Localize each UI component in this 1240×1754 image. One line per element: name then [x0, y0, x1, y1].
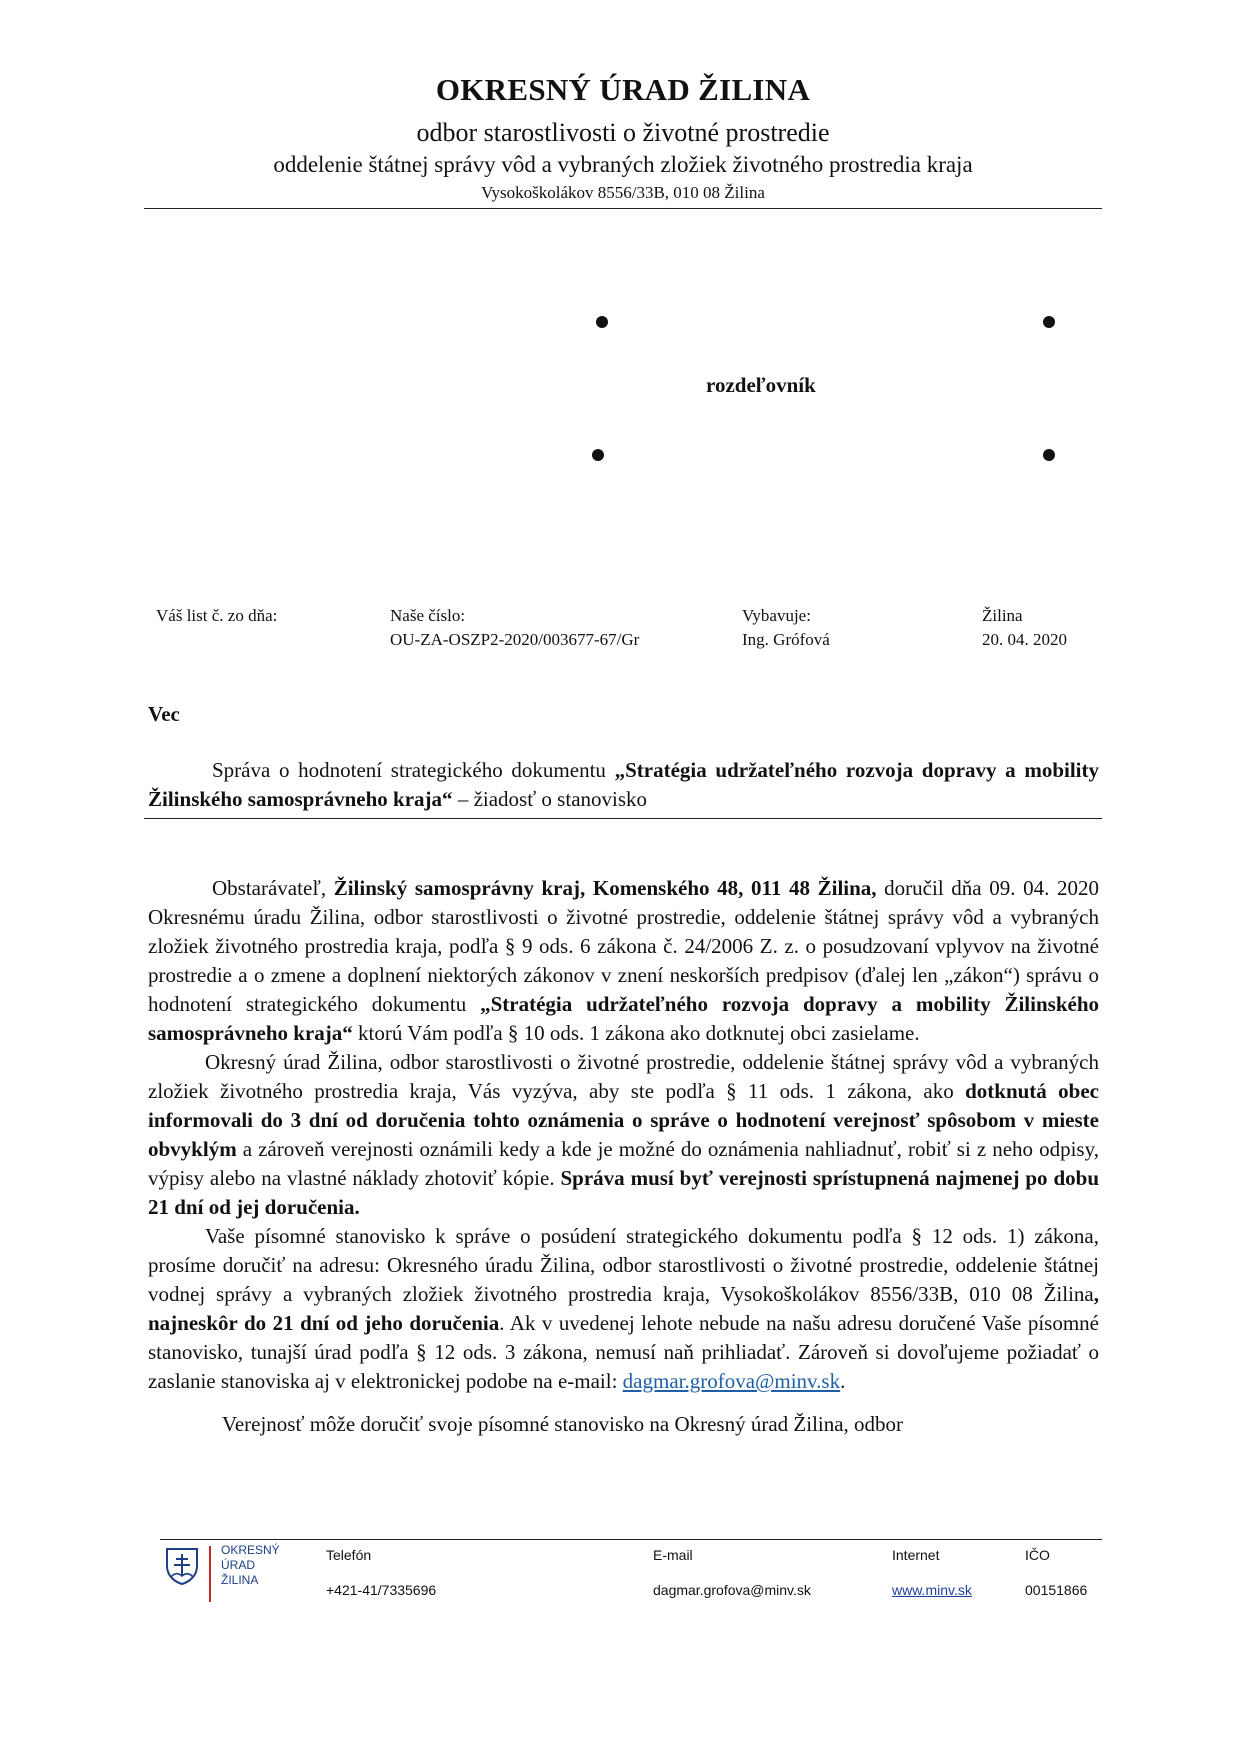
office-name: OKRESNÝ ÚRAD ŽILINA: [435, 72, 811, 107]
section-name: oddelenie štátnej správy vôd a vybraných zložiek životného prostredia kraja: [273, 152, 973, 177]
subject-text: [148, 756, 1099, 814]
subject-suffix: – žiadosť o stanovisko: [452, 787, 648, 811]
subject-title: „Stratégia udržateľného rozvoja dopravy a mobility Žilinského samosprávneho kraja“: [148, 758, 1099, 811]
subject-prefix: Správa o hodnotení strategického dokumentu: [212, 758, 615, 782]
paragraph-2: [148, 1048, 1099, 1222]
p1-text-e: ktorú Vám podľa § 10 ods. 1 zákona ako dotknutej obci zasielame.: [352, 1021, 920, 1045]
corner-mark-bottom-right: [1043, 449, 1055, 461]
subject-heading: Vec: [148, 702, 180, 726]
corner-mark-bottom-left: [592, 449, 604, 461]
recipient-label: rozdeľovník: [706, 373, 816, 397]
corner-mark-top-left: [596, 316, 608, 328]
header-divider: [144, 208, 1102, 209]
logo-line-2: ÚRAD: [221, 1558, 256, 1572]
p3-text-d: .: [840, 1369, 846, 1393]
ico-label: IČO: [1025, 1547, 1050, 1563]
your-letter-label: Váš list č. zo dňa:: [156, 606, 278, 625]
internet-label: Internet: [892, 1547, 940, 1563]
footer-email-value: dagmar.grofova@minv.sk: [653, 1582, 811, 1598]
handled-by-label: Vybavuje:: [742, 606, 811, 625]
subject-divider: [144, 818, 1102, 819]
website-link[interactable]: www.minv.sk: [892, 1582, 972, 1598]
p3-text-a: Vaše písomné stanovisko k správe o posúdení strategického dokumentu podľa § 12 ods. 1) zákona, prosíme doručiť na adresu: Okresného úradu Žilina, odbor starostlivosti o životné prostredie, oddelenie štátnej vodnej správy a vybraných zložiek životného prostredia kraja, Vysokoškolákov 8556/33B, 010 08 Žilina: [148, 1224, 1099, 1306]
logo-divider: [209, 1546, 211, 1602]
city-label: Žilina: [982, 606, 1023, 625]
p3-deadline: , najneskôr do 21 dní od jeho doručenia: [148, 1282, 1099, 1335]
our-number-label: Naše číslo:: [390, 606, 466, 625]
logo-text: [221, 1543, 280, 1588]
p1-document-title: „Stratégia udržateľného rozvoja dopravy a mobility Žilinského samosprávneho kraja“: [148, 992, 1099, 1045]
p1-text-a: Obstarávateľ,: [212, 876, 334, 900]
logo-line-1: OKRESNÝ: [221, 1543, 280, 1557]
p2-text-c: a zároveň verejnosti oznámili kedy a kde je možné do oznámenia nahliadnuť, robiť si z neho odpisy, výpisy alebo na vlastné náklady zhotoviť kópie.: [148, 1137, 1099, 1190]
p1-text-c: doručil dňa 09. 04. 2020 Okresnému úradu Žilina, odbor starostlivosti o životné prostredie, oddelenie štátnej správy vôd a vybraných zložiek životného prostredia kraja, podľa § 9 ods. 6 zákona č. 24/2006 Z. z. o posudzovaní vplyvov na životné prostredie a o zmene a doplnení niektorých zákonov v znení neskorších predpisov (ďalej len „zákon“) správu o hodnotení strategického dokumentu: [148, 876, 1099, 1016]
phone-value: +421-41/7335696: [326, 1582, 437, 1598]
ico-value: 00151866: [1025, 1582, 1088, 1598]
logo-line-3: ŽILINA: [221, 1573, 259, 1587]
p1-applicant: Žilinský samosprávny kraj, Komenského 48, 011 48 Žilina,: [333, 876, 877, 900]
letter-body: [148, 874, 1099, 1439]
paragraph-4: Verejnosť môže doručiť svoje písomné stanovisko na Okresný úrad Žilina, odbor: [222, 1412, 904, 1436]
p2-availability-notice: Správa musí byť verejnosti sprístupnená najmenej po dobu 21 dní od jej doručenia.: [148, 1166, 1099, 1219]
office-address: Vysokoškolákov 8556/33B, 010 08 Žilina: [481, 183, 765, 202]
our-number-value: OU-ZA-OSZP2-2020/003677-67/Gr: [390, 630, 640, 649]
paragraph-3: [148, 1222, 1099, 1396]
department-name: odbor starostlivosti o životné prostredie: [416, 118, 830, 147]
p2-text-a: Okresný úrad Žilina, odbor starostlivosti o životné prostredie, oddelenie štátnej správy vôd a vybraných zložiek životného prostredia kraja, Vás vyzýva, aby ste podľa § 11 ods. 1 zákona, ako: [148, 1050, 1099, 1103]
p3-text-c: . Ak v uvedenej lehote nebude na našu adresu doručené Vaše písomné stanovisko, tunajší úrad podľa § 12 ods. 3 zákona, nemusí naň prihliadať. Zároveň si dovoľujeme požiadať o zaslanie stanoviska aj v elektronickej podobe na e-mail:: [148, 1311, 1099, 1393]
phone-label: Telefón: [326, 1547, 372, 1563]
corner-mark-top-right: [1043, 316, 1055, 328]
date-value: 20. 04. 2020: [982, 630, 1067, 649]
email-link[interactable]: dagmar.grofova@minv.sk: [622, 1369, 841, 1393]
handled-by-value: Ing. Grófová: [742, 630, 830, 649]
email-label: E-mail: [653, 1547, 693, 1563]
p2-instruction: dotknutá obec informovali do 3 dní od doručenia tohto oznámenia o správe o hodnotení verejnosť spôsobom v mieste obvyklým: [148, 1079, 1099, 1161]
footer-divider: [160, 1539, 1102, 1540]
coat-of-arms-icon: [164, 1546, 200, 1586]
paragraph-1: [148, 874, 1099, 1048]
